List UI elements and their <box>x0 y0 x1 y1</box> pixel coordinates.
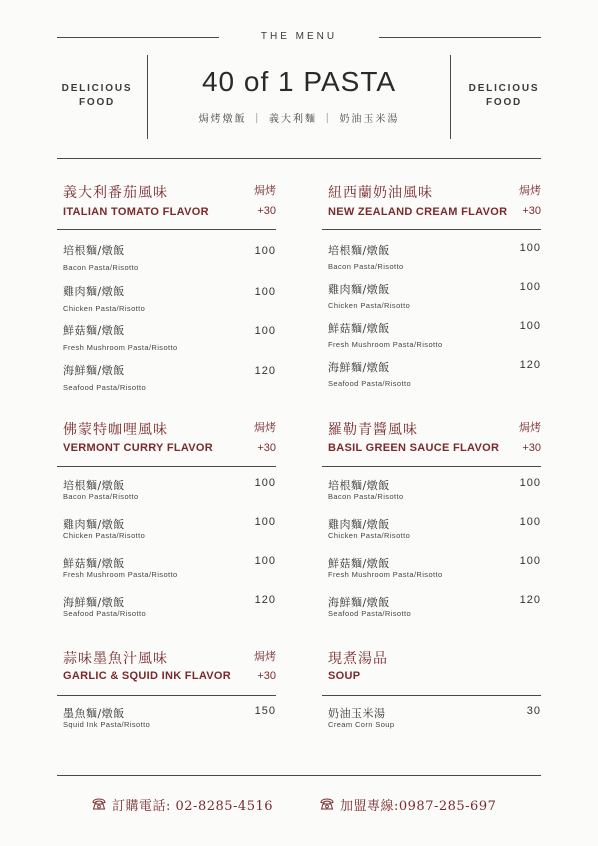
item-price: 100 <box>519 281 541 293</box>
list-item <box>63 477 276 513</box>
page-subtitle: 焗烤燉飯 ｜ 義大利麵 ｜ 奶油玉米湯 <box>198 114 400 125</box>
item-name-en: Bacon Pasta/Risotto <box>328 492 404 501</box>
item-name-cn: 奶油玉米湯 <box>328 707 386 720</box>
item-price: 100 <box>254 555 276 567</box>
item-name-en: Fresh Mushroom Pasta/Risotto <box>63 570 178 579</box>
item-name-cn: 海鮮麵/燉飯 <box>63 596 125 609</box>
item-name-en: Chicken Pasta/Risotto <box>328 301 411 310</box>
item-price: 100 <box>254 516 276 528</box>
section-rule <box>322 466 541 467</box>
item-name-en: Chicken Pasta/Risotto <box>328 531 411 540</box>
list-item <box>328 281 541 317</box>
section-rule <box>57 466 276 467</box>
item-name-en: Fresh Mushroom Pasta/Risotto <box>328 340 443 349</box>
list-item <box>328 477 541 513</box>
item-price: 100 <box>519 477 541 489</box>
right-side-label <box>459 82 549 110</box>
item-price: 100 <box>519 516 541 528</box>
item-price: 150 <box>254 705 276 717</box>
section-rule <box>322 695 541 696</box>
telephone-icon <box>92 798 106 810</box>
item-name-en: Seafood Pasta/Risotto <box>328 379 412 388</box>
list-item <box>63 362 276 398</box>
item-name-cn: 雞肉麵/燉飯 <box>63 285 125 298</box>
right-label-line-2: FOOD <box>485 97 523 108</box>
item-name-cn: 海鮮麵/燉飯 <box>328 361 390 374</box>
item-name-cn: 雞肉麵/燉飯 <box>328 283 390 296</box>
item-name-cn: 雞肉麵/燉飯 <box>328 518 390 531</box>
list-item <box>328 320 541 356</box>
menu-section-basil-green-sauce <box>328 417 541 457</box>
menu-section-vermont-curry <box>63 417 276 457</box>
section-option-price: +30 <box>522 442 541 454</box>
section-option-price: +30 <box>257 442 276 454</box>
item-name-en: Chicken Pasta/Risotto <box>63 304 146 313</box>
item-name-cn: 培根麵/燉飯 <box>328 244 390 257</box>
item-name-en: Bacon Pasta/Risotto <box>328 262 404 271</box>
section-option-price: +30 <box>257 205 276 217</box>
list-item <box>63 516 276 552</box>
section-title-cn: 蒜味墨魚汁風味 <box>63 651 168 667</box>
section-rule <box>57 229 276 230</box>
menu-section-new-zealand-cream <box>328 180 541 220</box>
item-price: 100 <box>254 286 276 298</box>
section-title-en: NEW ZEALAND CREAM FLAVOR <box>328 206 508 218</box>
item-price: 120 <box>254 594 276 606</box>
top-rule-right <box>379 37 541 38</box>
list-item <box>63 322 276 358</box>
order-phone-text: 訂購電話: 02-8285-4516 <box>112 799 274 814</box>
list-item <box>63 283 276 319</box>
header-divider-left <box>147 55 148 139</box>
franchise-phone-text: 加盟專線:0987-285-697 <box>340 799 497 814</box>
section-title-en: SOUP <box>328 670 361 682</box>
item-price: 30 <box>526 705 541 717</box>
item-name-cn: 海鮮麵/燉飯 <box>63 364 125 377</box>
section-title-cn: 羅勒青醬風味 <box>328 422 418 438</box>
footer-rule <box>57 775 541 776</box>
section-title-en: BASIL GREEN SAUCE FLAVOR <box>328 442 500 454</box>
list-item <box>328 705 541 741</box>
item-name-en: Fresh Mushroom Pasta/Risotto <box>63 343 178 352</box>
item-price: 100 <box>519 320 541 332</box>
section-title-cn: 現煮湯品 <box>328 651 388 667</box>
top-rule-left <box>57 37 219 38</box>
section-title-cn: 紐西蘭奶油風味 <box>328 185 433 201</box>
section-option-label: 焗烤 <box>519 421 541 434</box>
item-price: 100 <box>254 477 276 489</box>
list-item <box>63 242 276 278</box>
section-option-label: 焗烤 <box>254 184 276 197</box>
item-name-en: Chicken Pasta/Risotto <box>63 531 146 540</box>
list-item <box>63 705 276 741</box>
section-title-en: GARLIC & SQUID INK FLAVOR <box>63 670 232 682</box>
left-side-label <box>52 82 142 110</box>
left-label-line-2: FOOD <box>78 97 116 108</box>
section-option-price: +30 <box>522 205 541 217</box>
item-price: 100 <box>519 555 541 567</box>
section-option-label: 焗烤 <box>254 421 276 434</box>
item-price: 120 <box>519 359 541 371</box>
section-option-label: 焗烤 <box>519 184 541 197</box>
item-name-cn: 培根麵/燉飯 <box>63 479 125 492</box>
item-price: 100 <box>254 245 276 257</box>
menu-section-soup <box>328 646 541 686</box>
item-price: 120 <box>254 365 276 377</box>
list-item <box>328 594 541 630</box>
telephone-icon <box>320 798 334 810</box>
section-rule <box>322 229 541 230</box>
item-name-cn: 鮮菇麵/燉飯 <box>328 322 390 335</box>
item-name-en: Seafood Pasta/Risotto <box>63 609 147 618</box>
section-title-cn: 佛蒙特咖哩風味 <box>63 422 168 438</box>
list-item <box>328 555 541 591</box>
section-title-cn: 義大利番茄風味 <box>63 185 168 201</box>
section-rule <box>57 695 276 696</box>
list-item <box>63 594 276 630</box>
item-name-cn: 鮮菇麵/燉飯 <box>63 324 125 337</box>
section-title-en: ITALIAN TOMATO FLAVOR <box>63 206 209 218</box>
right-label-line-1: DELICIOUS <box>468 83 540 94</box>
item-name-en: Cream Corn Soup <box>328 720 395 729</box>
item-price: 100 <box>519 242 541 254</box>
item-name-en: Seafood Pasta/Risotto <box>63 383 147 392</box>
item-name-en: Seafood Pasta/Risotto <box>328 609 412 618</box>
left-label-line-1: DELICIOUS <box>61 83 133 94</box>
header-bottom-rule <box>57 158 541 159</box>
item-name-en: Bacon Pasta/Risotto <box>63 492 139 501</box>
top-menu-label: THE MENU <box>260 31 338 42</box>
list-item <box>63 555 276 591</box>
item-price: 120 <box>519 594 541 606</box>
item-name-cn: 培根麵/燉飯 <box>63 244 125 257</box>
list-item <box>328 359 541 395</box>
item-name-en: Squid Ink Pasta/Risotto <box>63 720 151 729</box>
item-name-cn: 培根麵/燉飯 <box>328 479 390 492</box>
item-name-en: Fresh Mushroom Pasta/Risotto <box>328 570 443 579</box>
item-name-cn: 墨魚麵/燉飯 <box>63 707 125 720</box>
item-name-cn: 海鮮麵/燉飯 <box>328 596 390 609</box>
item-price: 100 <box>254 325 276 337</box>
item-name-en: Bacon Pasta/Risotto <box>63 263 139 272</box>
section-title-en: VERMONT CURRY FLAVOR <box>63 442 214 454</box>
section-option-price: +30 <box>257 670 276 682</box>
section-option-label: 焗烤 <box>254 650 276 663</box>
item-name-cn: 鮮菇麵/燉飯 <box>328 557 390 570</box>
page-title: 40 of 1 PASTA <box>201 66 397 97</box>
list-item <box>328 242 541 278</box>
header-divider-right <box>450 55 451 139</box>
item-name-cn: 鮮菇麵/燉飯 <box>63 557 125 570</box>
list-item <box>328 516 541 552</box>
menu-section-garlic-squid-ink <box>63 646 276 686</box>
item-name-cn: 雞肉麵/燉飯 <box>63 518 125 531</box>
